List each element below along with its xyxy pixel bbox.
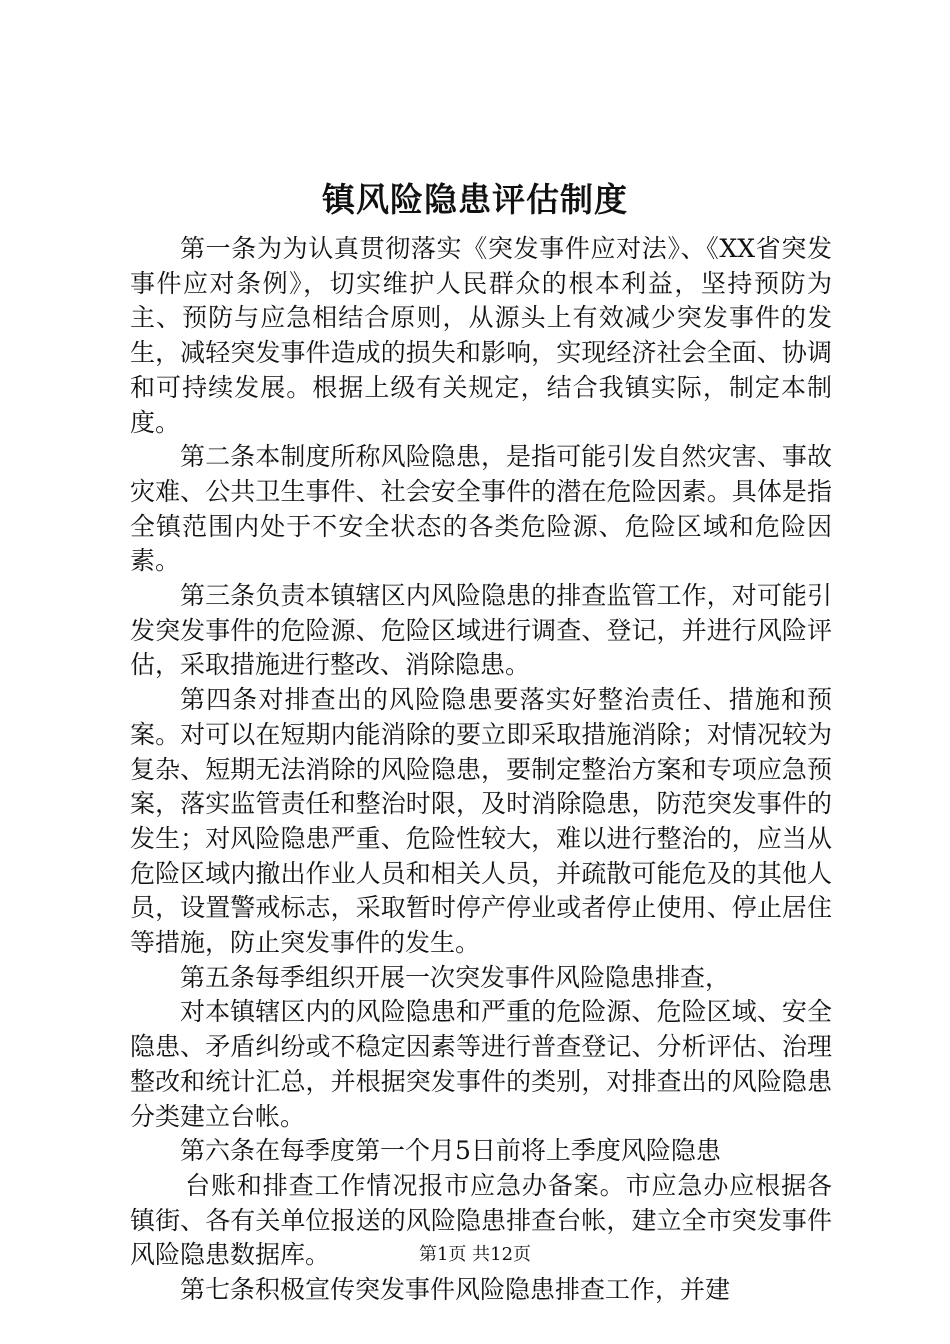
paragraph-article-4: 第四条对排查出的风险隐患要落实好整治责任、措施和预案。对可以在短期内能消除的要立即采取措施消除；对情况较为复杂、短期无法消除的风险隐患，要制定整治方案和专项应急预案，落实监管责任和整治时限，及时消除隐患，防范突发事件的发生；对风险隐患严重、危险性较大，难以进行整治的，应当从危险区域内撤出作业人员和相关人员，并疏散可能危及的其他人员，设置警戒标志，采取暂时停产停业或者停止使用、停止居住等措施，防止突发事件的发生。 [130,685,832,958]
paragraph-article-5: 第五条每季组织开展一次突发事件风险隐患排查， [180,962,731,992]
document-title: 镇风险隐患评估制度 [322,180,628,219]
paragraph-article-5-continued: 对本镇辖区内的风险隐患和严重的危险源、危险区域、安全隐患、矛盾纠纷或不稳定因素等进行普查登记、分析评估、治理整改和统计汇总，并根据突发事件的类别，对排查出的风险隐患分类建立台帐。 [130,997,832,1131]
document-body [130,232,832,1308]
paragraph-article-1: 第一条为为认真贯彻落实《突发事件应对法》、《XX省突发事件应对条例》，切实维护人民群众的根本利益，坚持预防为主、预防与应急相结合原则，从源头上有效减少突发事件的发生，减轻突发事件造成的损失和影响，实现经济社会全面、协调和可持续发展。根据上级有关规定，结合我镇实际，制定本制度。 [130,234,832,437]
paragraph-article-6: 第六条在每季度第一个月5日前将上季度风险隐患 [180,1136,721,1166]
paragraph-article-2: 第二条本制度所称风险隐患，是指可能引发自然灾害、事故灾难、公共卫生事件、社会安全事件的潜在危险因素。具体是指全镇范围内处于不安全状态的各类危险源、危险区域和危险因素。 [130,442,832,576]
paragraph-article-6-continued: 台账和排查工作情况报市应急办备案。市应急办应根据各镇街、各有关单位报送的风险隐患排查台帐，建立全市突发事件风险隐患数据库。 [130,1170,832,1270]
page-footer: 第1页 共12页 [418,1244,532,1265]
paragraph-article-3: 第三条负责本镇辖区内风险隐患的排查监管工作，对可能引发突发事件的危险源、危险区域进行调查、登记，并进行风险评估，采取措施进行整改、消除隐患。 [130,581,832,680]
paragraph-article-7: 第七条积极宣传突发事件风险隐患排查工作，并建 [180,1275,731,1305]
